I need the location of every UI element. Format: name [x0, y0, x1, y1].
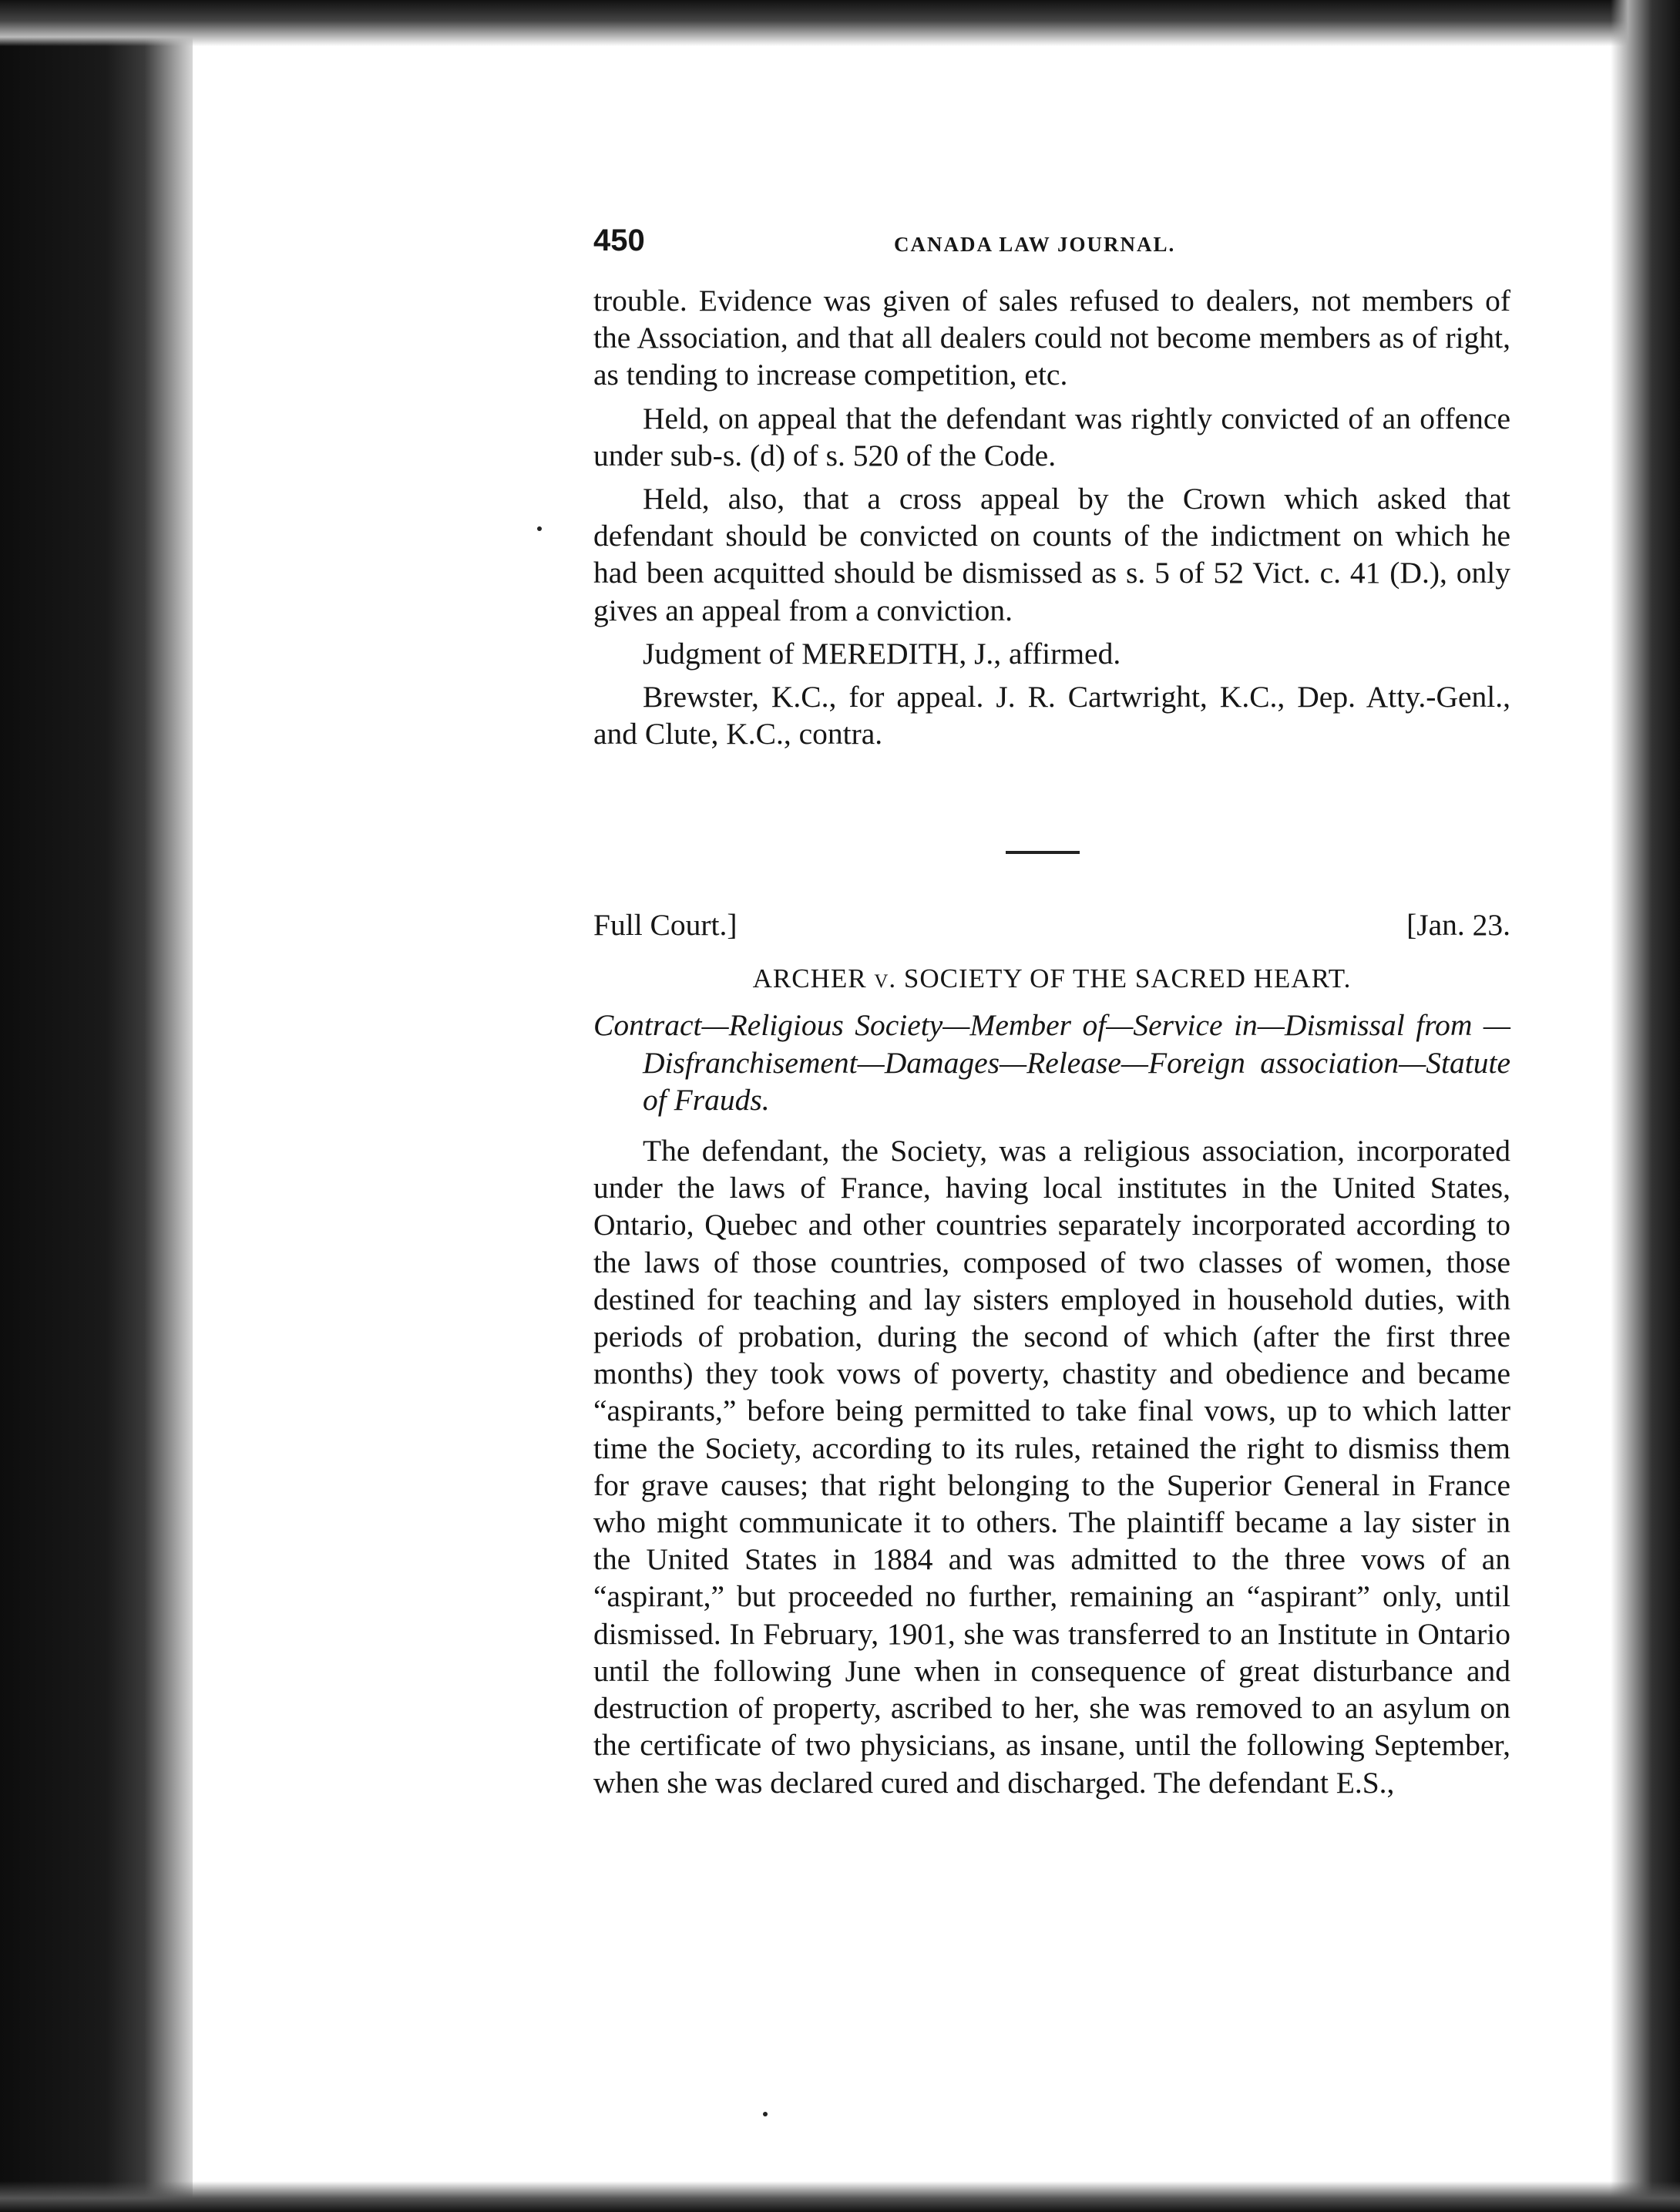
- running-head: [593, 224, 1510, 270]
- section-divider: [1006, 851, 1080, 854]
- scan-right-edge: [1611, 0, 1680, 2212]
- scan-speck: [537, 526, 542, 531]
- paragraph-held-2: Held, also, that a cross appeal by the Crown which asked that defendant should be convicted on counts of the indictment on which he had been acquitted should be dismissed as s. 5 of 52 Vict. c. 41 (D.), only gives an appeal from a conviction.: [593, 482, 1510, 627]
- paragraph-held-1: Held, on appeal that the defendant was rightly convicted of an offence under sub-s. (d) of s. 520 of the Code.: [593, 401, 1510, 472]
- court-date-line: [593, 906, 1510, 943]
- court-name: Full Court.]: [593, 908, 738, 943]
- body-paragraph: The defendant, the Society, was a religious association, incorporated under the laws of France, having local institutes in the United States, Ontario, Quebec and other countries separately incorporated according to the laws of those countries, composed of two classes of women, those destined for teaching and lay sisters employed in household duties, with periods of probation, during the second of which (after the first three months) they took vows of poverty, chastity and obedience and became “aspirants,” before being permitted to take final vows, up to which latter time the Society, according to its rules, retained the right to dismiss them for grave causes; that right belonging to the Superior General in France who might communicate it to others. The plaintiff became a lay sister in the United States in 1884 and was admitted to the three vows of an “aspirant,” but proceeded no further, remaining an “aspirant” only, until dismissed. In February, 1901, she was transferred to an Institute in Ontario until the following June when in consequence of great disturbance and destruction of property, ascribed to her, she was removed to an asylum on the certificate of two physicians, as insane, until the following September, when she was declared cured and discharged. The defendant E.S.,: [593, 1134, 1510, 1800]
- scan-bottom-edge: [0, 2181, 1680, 2212]
- headnote: Contract—Religious Society—Member of—Service in—Dismissal from — Disfranchisement—Damages—Release—Foreign association—Statute of Frauds.: [593, 1008, 1510, 1117]
- scan-top-edge: [0, 0, 1680, 46]
- decision-date: [Jan. 23.: [1406, 908, 1510, 943]
- journal-page: [593, 224, 1510, 1801]
- scan-speck: [763, 2112, 768, 2116]
- journal-title: CANADA LAW JOURNAL.: [894, 233, 1176, 256]
- page-number: 450: [593, 224, 645, 257]
- paragraph-judgment: Judgment of MEREDITH, J., affirmed.: [643, 636, 1121, 671]
- scan-left-edge: [0, 0, 193, 2212]
- case-title: ARCHER v. SOCIETY OF THE SACRED HEART.: [752, 963, 1352, 994]
- paragraph-trouble: trouble. Evidence was given of sales refused to dealers, not members of the Association, and that all dealers could not become members as of right, as tending to increase competition, etc.: [593, 284, 1510, 392]
- paragraph-counsel: Brewster, K.C., for appeal. J. R. Cartwright, K.C., Dep. Atty.-Genl., and Clute, K.C., contra.: [593, 680, 1510, 751]
